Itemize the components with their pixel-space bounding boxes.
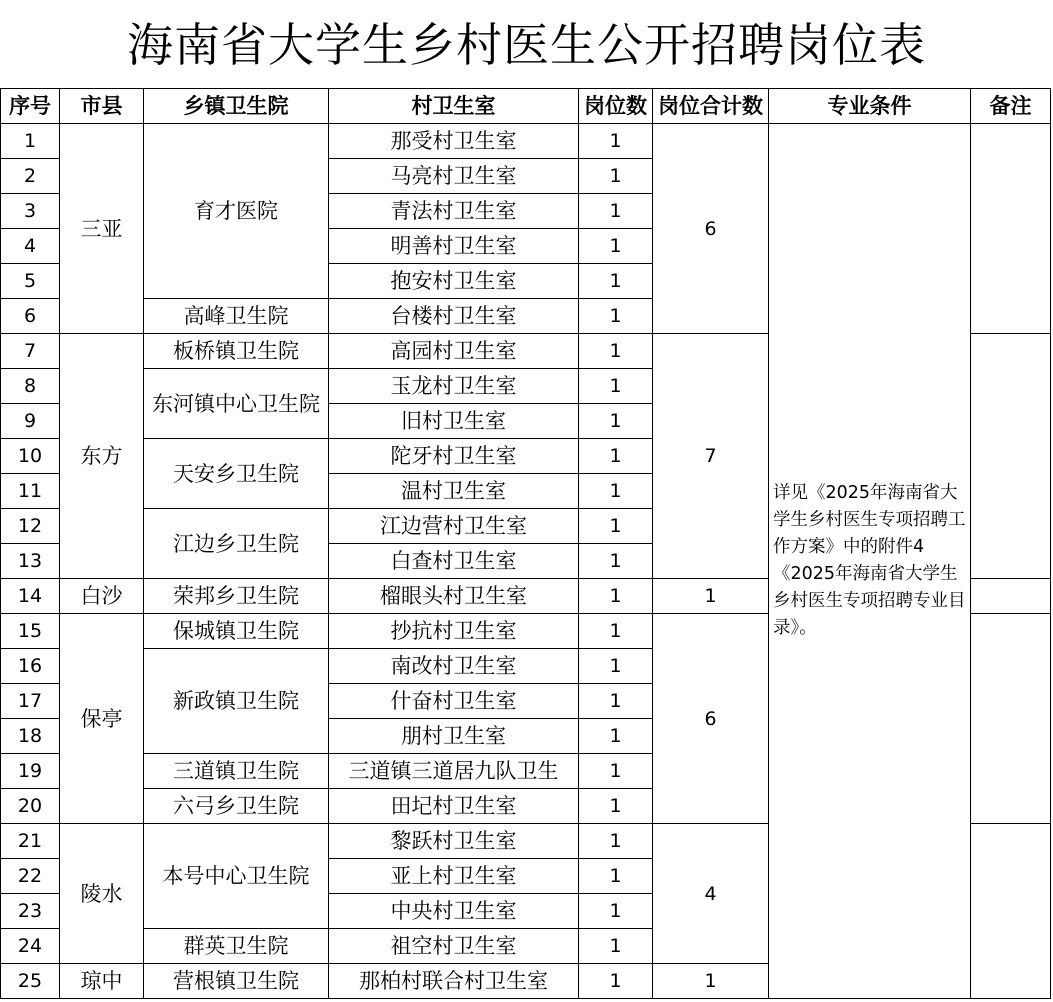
total-cell: 6 xyxy=(652,123,769,334)
seq-cell: 12 xyxy=(0,508,60,544)
total-cell: 1 xyxy=(652,963,769,999)
village-cell: 抄抗村卫生室 xyxy=(328,613,579,649)
positions-cell: 1 xyxy=(578,543,653,579)
township-cell: 本号中心卫生院 xyxy=(143,823,329,929)
seq-cell: 21 xyxy=(0,823,60,859)
township-cell: 江边乡卫生院 xyxy=(143,508,329,579)
positions-cell: 1 xyxy=(578,333,653,369)
village-cell: 榴眼头村卫生室 xyxy=(328,578,579,614)
village-cell: 田圮村卫生室 xyxy=(328,788,579,824)
village-cell: 旧村卫生室 xyxy=(328,403,579,439)
positions-cell: 1 xyxy=(578,298,653,334)
county-cell: 琼中 xyxy=(59,963,144,999)
seq-cell: 23 xyxy=(0,893,60,929)
seq-cell: 5 xyxy=(0,263,60,299)
page-title: 海南省大学生乡村医生公开招聘岗位表 xyxy=(127,18,926,72)
requirement-cell: 详见《2025年海南省大学生乡村医生专项招聘工作方案》中的附件4《2025年海南省大学生乡村医生专项招聘专业目录》。 xyxy=(768,123,971,999)
header-positions: 岗位数 xyxy=(578,88,653,124)
village-cell: 江边营村卫生室 xyxy=(328,508,579,544)
header-seq: 序号 xyxy=(0,88,60,124)
county-cell: 东方 xyxy=(59,333,144,579)
village-cell: 黎跃村卫生室 xyxy=(328,823,579,859)
seq-cell: 3 xyxy=(0,193,60,229)
total-cell: 6 xyxy=(652,613,769,824)
village-cell: 那柏村联合村卫生室 xyxy=(328,963,579,999)
seq-cell: 4 xyxy=(0,228,60,264)
village-cell: 白查村卫生室 xyxy=(328,543,579,579)
positions-cell: 1 xyxy=(578,473,653,509)
village-cell: 三道镇三道居九队卫生 xyxy=(328,753,579,789)
positions-cell: 1 xyxy=(578,858,653,894)
township-cell: 保城镇卫生院 xyxy=(143,613,329,649)
positions-cell: 1 xyxy=(578,928,653,964)
seq-cell: 25 xyxy=(0,963,60,999)
header-county: 市县 xyxy=(59,88,144,124)
seq-cell: 7 xyxy=(0,333,60,369)
positions-cell: 1 xyxy=(578,963,653,999)
remark-cell xyxy=(970,613,1051,824)
township-cell: 三道镇卫生院 xyxy=(143,753,329,789)
positions-cell: 1 xyxy=(578,158,653,194)
positions-cell: 1 xyxy=(578,893,653,929)
positions-cell: 1 xyxy=(578,438,653,474)
county-cell: 白沙 xyxy=(59,578,144,614)
remark-cell xyxy=(970,123,1051,334)
township-cell: 天安乡卫生院 xyxy=(143,438,329,509)
seq-cell: 18 xyxy=(0,718,60,754)
village-cell: 南改村卫生室 xyxy=(328,648,579,684)
positions-cell: 1 xyxy=(578,753,653,789)
positions-cell: 1 xyxy=(578,123,653,159)
positions-cell: 1 xyxy=(578,718,653,754)
seq-cell: 24 xyxy=(0,928,60,964)
village-cell: 温村卫生室 xyxy=(328,473,579,509)
village-cell: 中央村卫生室 xyxy=(328,893,579,929)
positions-cell: 1 xyxy=(578,368,653,404)
seq-cell: 13 xyxy=(0,543,60,579)
village-cell: 明善村卫生室 xyxy=(328,228,579,264)
seq-cell: 8 xyxy=(0,368,60,404)
header-requirement: 专业条件 xyxy=(768,88,971,124)
remark-cell xyxy=(970,578,1051,614)
township-cell: 新政镇卫生院 xyxy=(143,648,329,754)
village-cell: 青法村卫生室 xyxy=(328,193,579,229)
seq-cell: 19 xyxy=(0,753,60,789)
county-cell: 陵水 xyxy=(59,823,144,964)
positions-cell: 1 xyxy=(578,613,653,649)
positions-cell: 1 xyxy=(578,578,653,614)
positions-cell: 1 xyxy=(578,823,653,859)
total-cell: 7 xyxy=(652,333,769,579)
seq-cell: 2 xyxy=(0,158,60,194)
positions-cell: 1 xyxy=(578,403,653,439)
seq-cell: 16 xyxy=(0,648,60,684)
township-cell: 东河镇中心卫生院 xyxy=(143,368,329,439)
seq-cell: 10 xyxy=(0,438,60,474)
seq-cell: 9 xyxy=(0,403,60,439)
positions-cell: 1 xyxy=(578,508,653,544)
county-cell: 保亭 xyxy=(59,613,144,824)
header-remark: 备注 xyxy=(970,88,1051,124)
village-cell: 那受村卫生室 xyxy=(328,123,579,159)
positions-cell: 1 xyxy=(578,788,653,824)
village-cell: 祖空村卫生室 xyxy=(328,928,579,964)
header-total: 岗位合计数 xyxy=(652,88,769,124)
seq-cell: 15 xyxy=(0,613,60,649)
total-cell: 4 xyxy=(652,823,769,964)
positions-cell: 1 xyxy=(578,193,653,229)
township-cell: 六弓乡卫生院 xyxy=(143,788,329,824)
remark-cell xyxy=(970,333,1051,579)
village-cell: 什奋村卫生室 xyxy=(328,683,579,719)
village-cell: 朋村卫生室 xyxy=(328,718,579,754)
seq-cell: 14 xyxy=(0,578,60,614)
village-cell: 抱安村卫生室 xyxy=(328,263,579,299)
township-cell: 群英卫生院 xyxy=(143,928,329,964)
village-cell: 高园村卫生室 xyxy=(328,333,579,369)
township-cell: 荣邦乡卫生院 xyxy=(143,578,329,614)
seq-cell: 11 xyxy=(0,473,60,509)
village-cell: 陀牙村卫生室 xyxy=(328,438,579,474)
county-cell: 三亚 xyxy=(59,123,144,334)
seq-cell: 17 xyxy=(0,683,60,719)
seq-cell: 20 xyxy=(0,788,60,824)
township-cell: 营根镇卫生院 xyxy=(143,963,329,999)
positions-cell: 1 xyxy=(578,228,653,264)
village-cell: 玉龙村卫生室 xyxy=(328,368,579,404)
village-cell: 亚上村卫生室 xyxy=(328,858,579,894)
seq-cell: 1 xyxy=(0,123,60,159)
total-cell: 1 xyxy=(652,578,769,614)
header-village: 村卫生室 xyxy=(328,88,579,124)
header-township: 乡镇卫生院 xyxy=(143,88,329,124)
village-cell: 台楼村卫生室 xyxy=(328,298,579,334)
seq-cell: 22 xyxy=(0,858,60,894)
township-cell: 板桥镇卫生院 xyxy=(143,333,329,369)
township-cell: 高峰卫生院 xyxy=(143,298,329,334)
positions-cell: 1 xyxy=(578,683,653,719)
positions-cell: 1 xyxy=(578,263,653,299)
remark-cell xyxy=(970,823,1051,999)
seq-cell: 6 xyxy=(0,298,60,334)
positions-cell: 1 xyxy=(578,648,653,684)
township-cell: 育才医院 xyxy=(143,123,329,299)
village-cell: 马亮村卫生室 xyxy=(328,158,579,194)
